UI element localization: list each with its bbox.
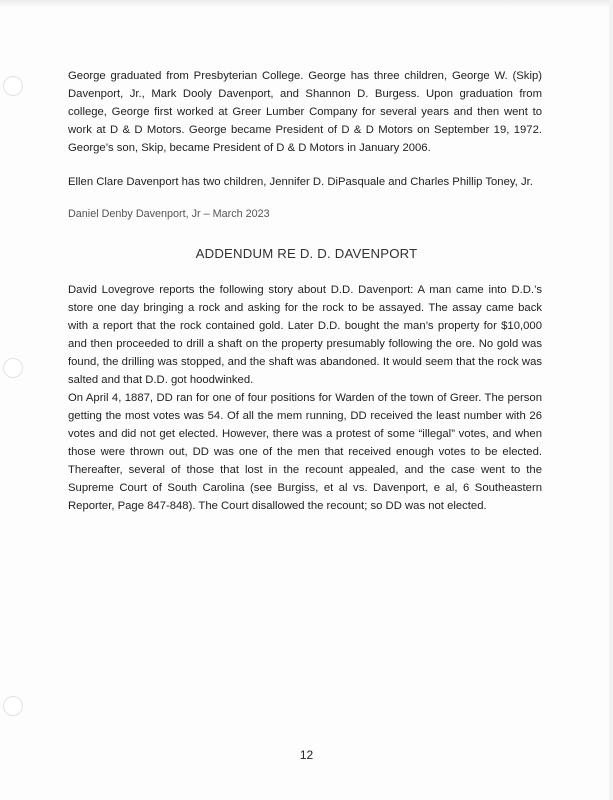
paragraph-george: George graduated from Presbyterian College. George has three children, George W. (Skip) Davenport, Jr., Mark Dooly Davenport, and Shannon D. Burgess. Upon graduation from college, George first worked at Greer Lumber Company for several years and then went to work at D & D Motors. George became President of D & D Motors on September 19, 1972. George’s son, Skip, became President of D & D Motors in January 2006. xyxy=(68,70,542,154)
scan-top-edge xyxy=(0,0,613,8)
binder-hole-top xyxy=(3,76,23,96)
scan-right-edge xyxy=(609,0,613,800)
addendum-heading: ADDENDUM RE D. D. DAVENPORT xyxy=(195,246,418,261)
paragraph-warden-election: On April 4, 1887, DD ran for one of four positions for Warden of the town of Greer. The person getting the most votes was 54. Of all the mem running, DD received the least number with 26 votes and did not get elected. However, there was a protest of some “illegal” votes, and when those were thrown out, DD was one of the men that received enough votes to be elected. Thereafter, several of those that lost in the recount appealed, and the case went to the Supreme Court of South Carolina (see Burgiss, et al vs. Davenport, e al, 6 Southeastern Reporter, Page 847-848). The Court disallowed the recount; so DD was not elected. xyxy=(68,392,542,512)
paragraph-ellen: Ellen Clare Davenport has two children, Jennifer D. DiPasquale and Charles Phillip Toney, Jr. xyxy=(68,176,533,188)
binder-hole-middle xyxy=(3,358,23,378)
binder-hole-bottom xyxy=(3,696,23,716)
author-signature: Daniel Denby Davenport, Jr – March 2023 xyxy=(68,208,270,220)
paragraph-lovegrove-story: David Lovegrove reports the following story about D.D. Davenport: A man came into D.D.’s store one day bringing a rock and asking for the rock to be assayed. The assay came back with a report that the rock contained gold. Later D.D. bought the man’s property for $10,000 and then proceeded to drill a shaft on the property presumably following the ore. No gold was found, the drilling was stopped, and the shaft was abandoned. It would seem that the rock was salted and that D.D. got hoodwinked. xyxy=(68,284,542,386)
page-number: 12 xyxy=(299,748,314,762)
